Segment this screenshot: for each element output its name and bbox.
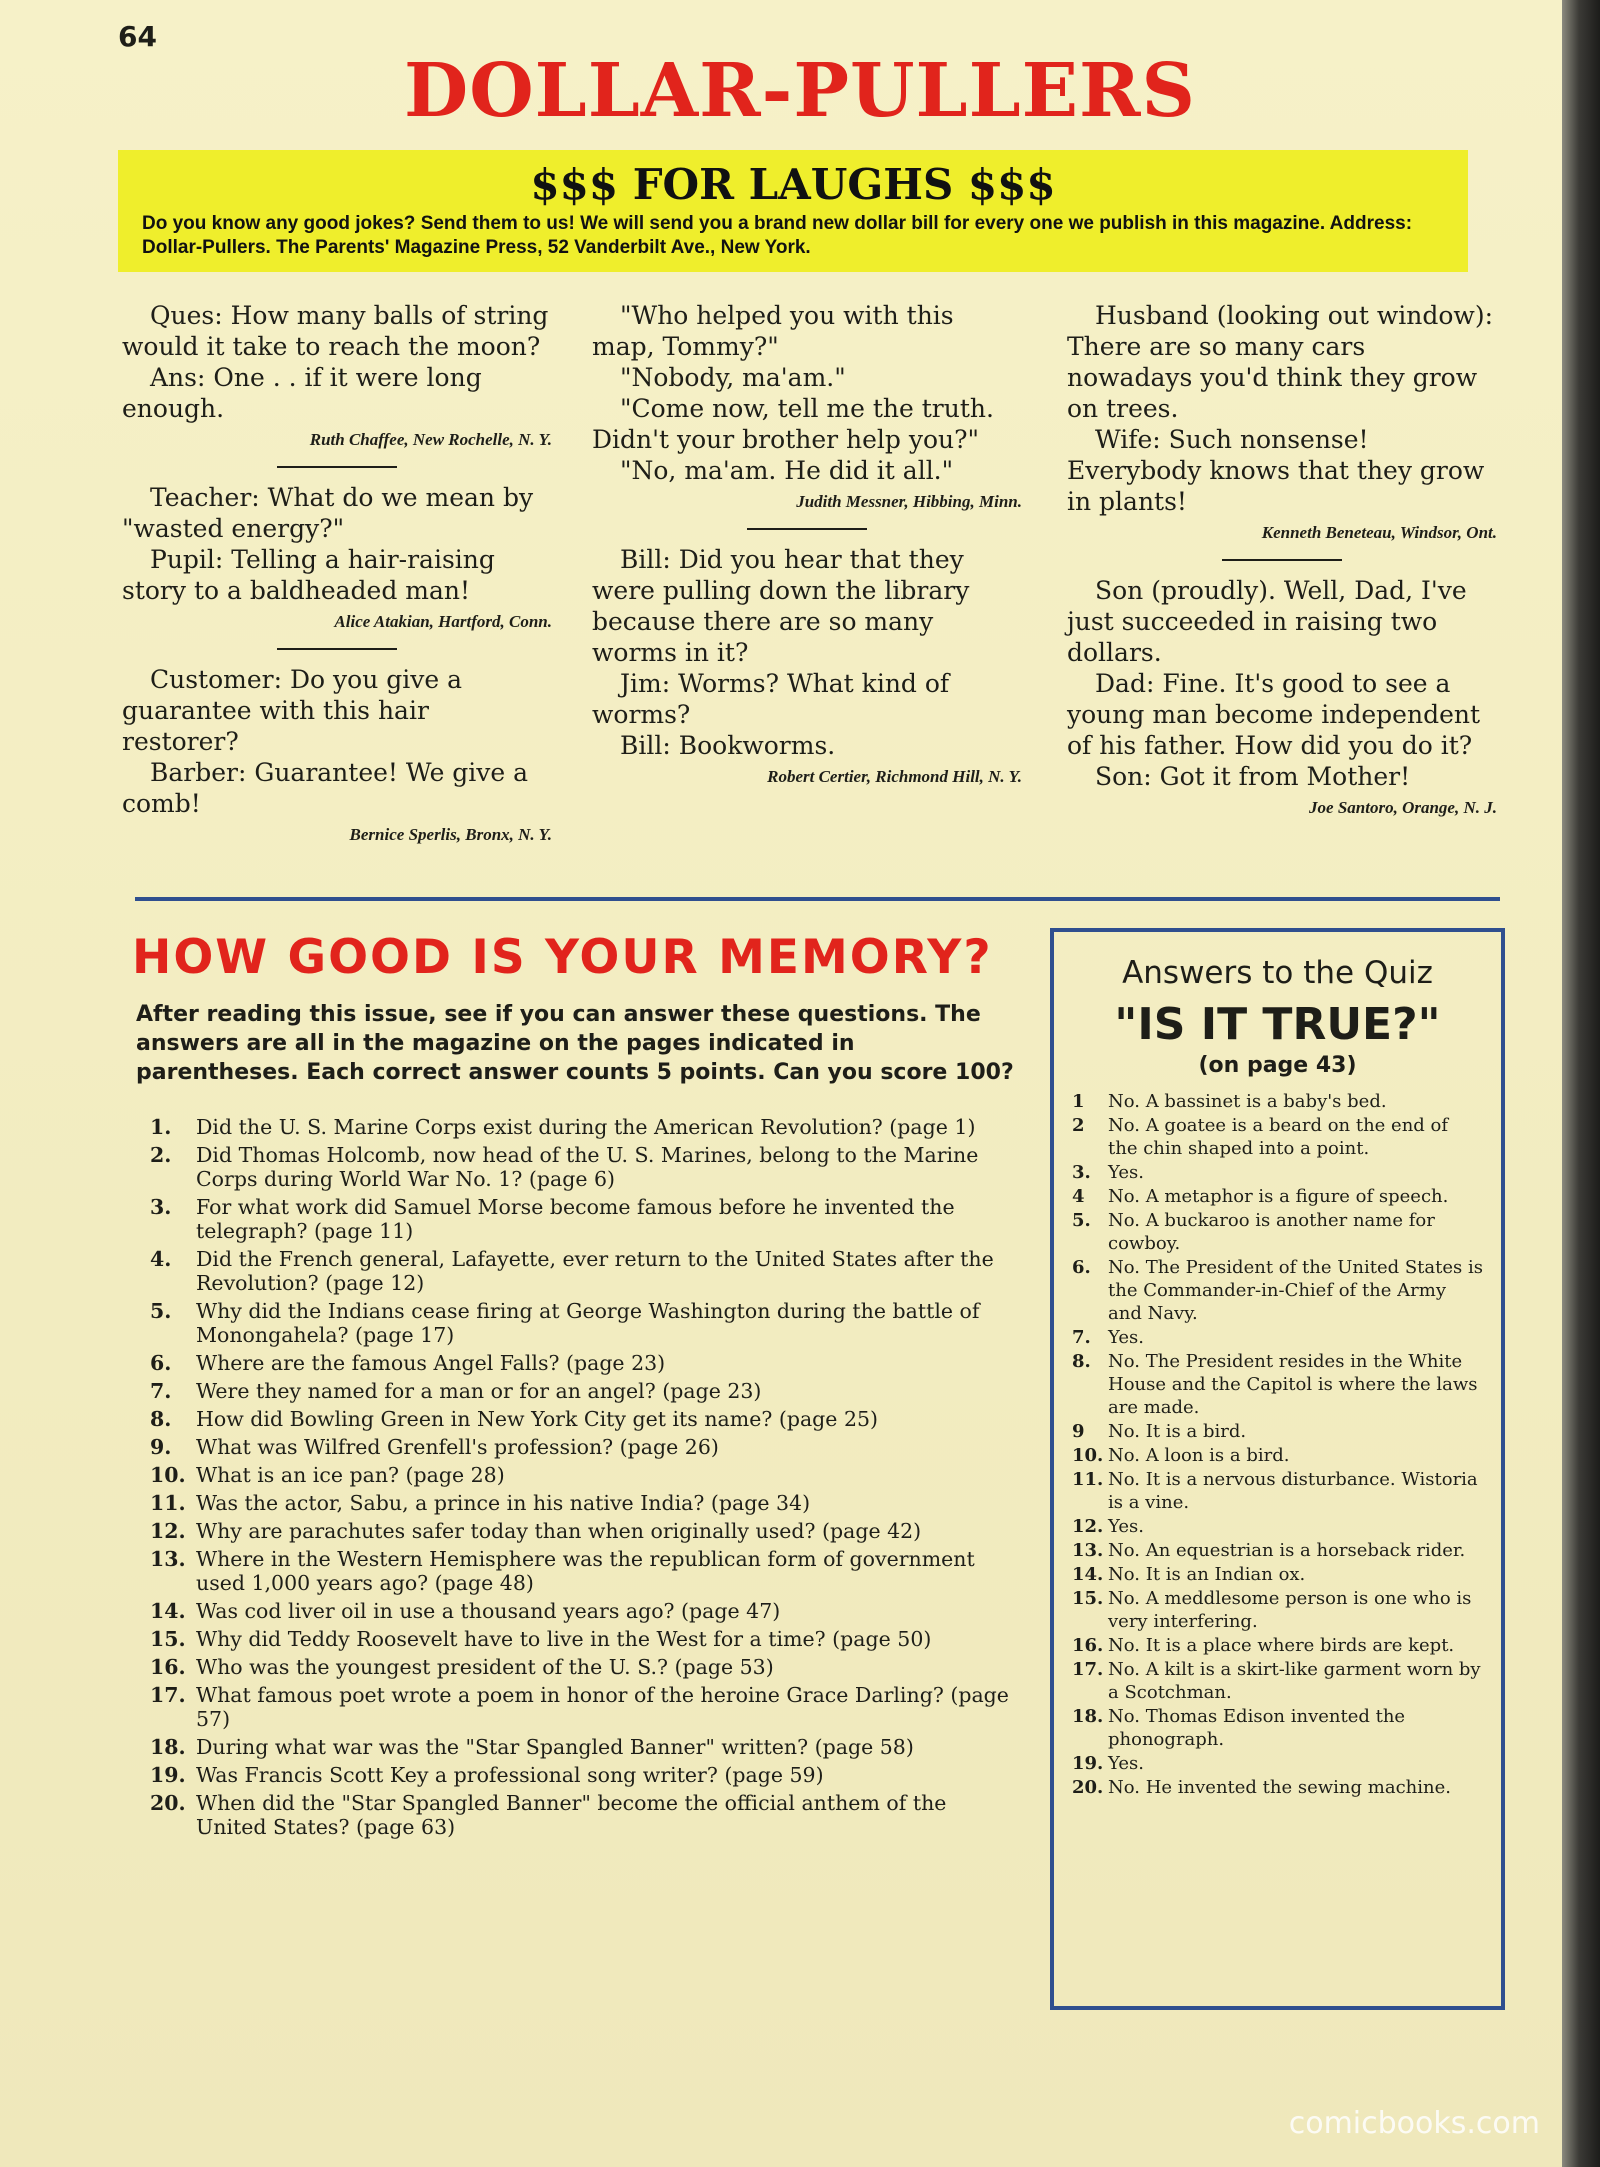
joke-line: Bill: Bookworms.	[620, 731, 836, 760]
question-text: Why did Teddy Roosevelt have to live in the West for a time? (page 50)	[196, 1627, 932, 1651]
question-number: 11.	[150, 1491, 186, 1515]
section-divider	[135, 897, 1500, 901]
joke-item	[1067, 300, 1497, 545]
quiz-question	[150, 1683, 1020, 1731]
joke-line: Jim: Worms? What kind of worms?	[592, 669, 950, 729]
answer-item	[1072, 1515, 1483, 1538]
answer-number: 4	[1072, 1186, 1085, 1207]
answer-text: No. Thomas Edison invented the phonograph.	[1108, 1706, 1406, 1750]
question-text: Did the French general, Lafayette, ever return to the United States after the Revolution? (page 12)	[196, 1247, 994, 1295]
answer-text: Yes.	[1108, 1162, 1144, 1183]
question-number: 2.	[150, 1143, 172, 1167]
quiz-question	[150, 1519, 1020, 1543]
answer-text: No. The President of the United States is the Commander-in-Chief of the Army and Navy.	[1108, 1257, 1483, 1324]
quiz-question	[150, 1627, 1020, 1651]
question-text: What famous poet wrote a poem in honor of the heroine Grace Darling? (page 57)	[196, 1683, 1009, 1731]
answer-item	[1072, 1468, 1483, 1514]
answer-number: 8.	[1072, 1351, 1091, 1372]
answer-item	[1072, 1209, 1483, 1255]
answers-list	[1072, 1090, 1483, 1799]
joke-credit: Ruth Chaffee, New Rochelle, N. Y.	[309, 430, 552, 449]
quiz-question	[150, 1547, 1020, 1595]
answers-heading: Answers to the Quiz	[1122, 955, 1433, 991]
answer-number: 20.	[1072, 1777, 1104, 1798]
joke-line: Husband (looking out window): There are so many cars nowadays you'd think they grow on trees.	[1067, 301, 1494, 423]
joke-line: "Who helped you with this map, Tommy?"	[592, 301, 954, 361]
answer-item	[1072, 1705, 1483, 1751]
joke-divider	[277, 466, 397, 468]
joke-item	[122, 300, 552, 452]
answer-item	[1072, 1563, 1483, 1586]
answer-number: 7.	[1072, 1327, 1091, 1348]
answer-item	[1072, 1776, 1483, 1799]
question-number: 12.	[150, 1519, 186, 1543]
answer-text: No. The President resides in the White House and the Capitol is where the laws are made.	[1108, 1351, 1478, 1418]
question-number: 20.	[150, 1791, 186, 1815]
answer-text: No. A metaphor is a figure of speech.	[1108, 1186, 1449, 1207]
question-text: Was Francis Scott Key a professional song writer? (page 59)	[196, 1763, 824, 1787]
quiz-question	[150, 1143, 1020, 1191]
answer-item	[1072, 1752, 1483, 1775]
jokes-section	[122, 300, 1502, 880]
quiz-question	[150, 1379, 1020, 1403]
jokes-column-1	[122, 300, 552, 861]
joke-line: Ques: How many balls of string would it take to reach the moon?	[122, 301, 549, 361]
quiz-question	[150, 1463, 1020, 1487]
joke-line: Dad: Fine. It's good to see a young man become independent of his father. How did you do it?	[1067, 669, 1481, 760]
answer-number: 15.	[1072, 1588, 1104, 1609]
answer-item	[1072, 1256, 1483, 1325]
answer-item	[1072, 1090, 1483, 1113]
quiz-question	[150, 1763, 1020, 1787]
question-text: What is an ice pan? (page 28)	[196, 1463, 505, 1487]
answer-number: 3.	[1072, 1162, 1091, 1183]
answer-text: No. It is an Indian ox.	[1108, 1564, 1306, 1585]
joke-line: Pupil: Telling a hair-raising story to a baldheaded man!	[122, 545, 495, 605]
question-number: 5.	[150, 1299, 172, 1323]
joke-item	[592, 544, 1022, 789]
quiz-question	[150, 1351, 1020, 1375]
page-title: DOLLAR-PULLERS	[404, 48, 1196, 134]
question-text: Was cod liver oil in use a thousand years ago? (page 47)	[196, 1599, 781, 1623]
question-text: When did the "Star Spangled Banner" become the official anthem of the United States? (page 63)	[196, 1791, 947, 1839]
page-spine-shadow	[1562, 0, 1600, 2167]
answer-number: 5.	[1072, 1210, 1091, 1231]
answer-number: 18.	[1072, 1706, 1104, 1727]
answer-number: 9	[1072, 1421, 1085, 1442]
joke-item	[592, 300, 1022, 514]
joke-credit: Alice Atakian, Hartford, Conn.	[334, 612, 552, 631]
joke-line: Barber: Guarantee! We give a comb!	[122, 758, 529, 818]
answer-text: Yes.	[1108, 1327, 1144, 1348]
question-number: 15.	[150, 1627, 186, 1651]
answer-text: No. He invented the sewing machine.	[1108, 1777, 1451, 1798]
answer-text: No. An equestrian is a horseback rider.	[1108, 1540, 1466, 1561]
question-number: 10.	[150, 1463, 186, 1487]
answer-text: No. A meddlesome person is one who is very interfering.	[1108, 1588, 1472, 1632]
joke-line: Wife: Such nonsense! Everybody knows that they grow in plants!	[1067, 425, 1485, 516]
question-number: 14.	[150, 1599, 186, 1623]
question-number: 9.	[150, 1435, 172, 1459]
answer-text: Yes.	[1108, 1516, 1144, 1537]
quiz-question	[150, 1655, 1020, 1679]
answer-item	[1072, 1326, 1483, 1349]
answer-number: 11.	[1072, 1469, 1104, 1490]
jokes-column-3	[1067, 300, 1497, 834]
joke-divider	[1222, 559, 1342, 561]
answers-box	[1050, 928, 1505, 2010]
answer-item	[1072, 1587, 1483, 1633]
quiz-question	[150, 1491, 1020, 1515]
quiz-question	[150, 1435, 1020, 1459]
answer-item	[1072, 1420, 1483, 1443]
answer-text: No. A goatee is a beard on the end of the chin shaped into a point.	[1108, 1115, 1449, 1159]
answer-number: 16.	[1072, 1635, 1104, 1656]
joke-line: Bill: Did you hear that they were pulling down the library because there are so many worms in it?	[592, 545, 970, 667]
question-number: 19.	[150, 1763, 186, 1787]
answer-text: No. A bassinet is a baby's bed.	[1108, 1091, 1387, 1112]
answer-item	[1072, 1539, 1483, 1562]
question-text: Were they named for a man or for an angel? (page 23)	[196, 1379, 762, 1403]
jokes-column-2	[592, 300, 1022, 803]
joke-credit: Bernice Sperlis, Bronx, N. Y.	[349, 825, 552, 844]
banner-title: $$$ FOR LAUGHS $$$	[530, 160, 1056, 209]
joke-divider	[747, 528, 867, 530]
question-text: Was the actor, Sabu, a prince in his native India? (page 34)	[196, 1491, 811, 1515]
answer-item	[1072, 1444, 1483, 1467]
answer-item	[1072, 1185, 1483, 1208]
joke-item	[1067, 575, 1497, 820]
question-text: Where in the Western Hemisphere was the republican form of government used 1,000 years ago? (page 48)	[196, 1547, 975, 1595]
joke-credit: Joe Santoro, Orange, N. J.	[1309, 798, 1497, 817]
answer-item	[1072, 1350, 1483, 1419]
banner-text: Do you know any good jokes? Send them to us! We will send you a brand new dollar bill for every one we publish in this magazine. Address: Dollar-Pullers. The Parents' Magazine Press, 52 Vanderbilt Ave., New York.	[142, 213, 1413, 258]
quiz-question	[150, 1791, 1020, 1839]
memory-quiz-title: HOW GOOD IS YOUR MEMORY?	[132, 930, 993, 985]
joke-line: Teacher: What do we mean by "wasted energy?"	[122, 483, 534, 543]
joke-line: Ans: One . . if it were long enough.	[122, 363, 482, 423]
joke-item	[122, 482, 552, 634]
memory-quiz-intro: After reading this issue, see if you can answer these questions. The answers are all in the magazine on the pages indicated in parentheses. Each correct answer counts 5 points. Can you score 100?	[136, 1002, 1014, 1085]
question-text: Did Thomas Holcomb, now head of the U. S. Marines, belong to the Marine Corps during World War No. 1? (page 6)	[196, 1143, 979, 1191]
answer-text: No. A buckaroo is another name for cowboy.	[1108, 1210, 1435, 1254]
answer-number: 10.	[1072, 1445, 1104, 1466]
answers-page-ref: (on page 43)	[1198, 1053, 1357, 1078]
question-text: How did Bowling Green in New York City get its name? (page 25)	[196, 1407, 879, 1431]
question-number: 6.	[150, 1351, 172, 1375]
answer-number: 17.	[1072, 1659, 1104, 1680]
answer-item	[1072, 1161, 1483, 1184]
answer-number: 14.	[1072, 1564, 1104, 1585]
question-number: 13.	[150, 1547, 186, 1571]
question-number: 17.	[150, 1683, 186, 1707]
joke-credit: Kenneth Beneteau, Windsor, Ont.	[1261, 523, 1497, 542]
joke-line: "Come now, tell me the truth. Didn't your brother help you?"	[592, 394, 994, 454]
joke-line: Customer: Do you give a guarantee with this hair restorer?	[122, 665, 463, 756]
question-text: Why did the Indians cease firing at George Washington during the battle of Monongahela? (page 17)	[196, 1299, 980, 1347]
question-number: 8.	[150, 1407, 172, 1431]
joke-line: Son (proudly). Well, Dad, I've just succeeded in raising two dollars.	[1067, 576, 1467, 667]
question-text: What was Wilfred Grenfell's profession? (page 26)	[196, 1435, 719, 1459]
answer-text: No. A loon is a bird.	[1108, 1445, 1290, 1466]
question-number: 1.	[150, 1115, 172, 1139]
answer-text: No. It is a bird.	[1108, 1421, 1247, 1442]
quiz-question	[150, 1299, 1020, 1347]
question-number: 16.	[150, 1655, 186, 1679]
quiz-question	[150, 1115, 1020, 1139]
answer-item	[1072, 1634, 1483, 1657]
answer-text: No. It is a nervous disturbance. Wistoria is a vine.	[1108, 1469, 1478, 1513]
question-number: 18.	[150, 1735, 186, 1759]
laughs-banner	[118, 150, 1468, 272]
quiz-question	[150, 1735, 1020, 1759]
question-text: Did the U. S. Marine Corps exist during the American Revolution? (page 1)	[196, 1115, 976, 1139]
answer-number: 19.	[1072, 1753, 1104, 1774]
question-text: For what work did Samuel Morse become famous before he invented the telegraph? (page 11)	[196, 1195, 955, 1243]
joke-item	[122, 664, 552, 847]
joke-credit: Robert Certier, Richmond Hill, N. Y.	[767, 767, 1022, 786]
answer-number: 2	[1072, 1115, 1085, 1136]
joke-line: "No, ma'am. He did it all."	[620, 456, 954, 485]
quiz-question	[150, 1247, 1020, 1295]
answer-item	[1072, 1658, 1483, 1704]
answer-number: 12.	[1072, 1516, 1104, 1537]
joke-line: Son: Got it from Mother!	[1095, 762, 1411, 791]
watermark: comicbooks.com	[1288, 2106, 1540, 2141]
answer-item	[1072, 1114, 1483, 1160]
question-number: 4.	[150, 1247, 172, 1271]
answer-number: 13.	[1072, 1540, 1104, 1561]
quiz-question	[150, 1599, 1020, 1623]
page-number: 64	[118, 20, 157, 53]
question-text: Why are parachutes safer today than when originally used? (page 42)	[196, 1519, 922, 1543]
quiz-question	[150, 1195, 1020, 1243]
answer-number: 1	[1072, 1091, 1085, 1112]
answer-text: Yes.	[1108, 1753, 1144, 1774]
answers-quiz-title: "IS IT TRUE?"	[1114, 999, 1441, 1050]
answer-text: No. A kilt is a skirt-like garment worn by a Scotchman.	[1108, 1659, 1481, 1703]
question-number: 3.	[150, 1195, 172, 1219]
question-text: Who was the youngest president of the U. S.? (page 53)	[196, 1655, 774, 1679]
answer-text: No. It is a place where birds are kept.	[1108, 1635, 1455, 1656]
answer-number: 6.	[1072, 1257, 1091, 1278]
joke-line: "Nobody, ma'am."	[620, 363, 846, 392]
joke-divider	[277, 648, 397, 650]
question-number: 7.	[150, 1379, 172, 1403]
joke-credit: Judith Messner, Hibbing, Minn.	[796, 492, 1022, 511]
question-text: During what war was the "Star Spangled Banner" written? (page 58)	[196, 1735, 914, 1759]
quiz-question	[150, 1407, 1020, 1431]
memory-quiz-questions	[150, 1115, 1020, 1843]
question-text: Where are the famous Angel Falls? (page 23)	[196, 1351, 666, 1375]
